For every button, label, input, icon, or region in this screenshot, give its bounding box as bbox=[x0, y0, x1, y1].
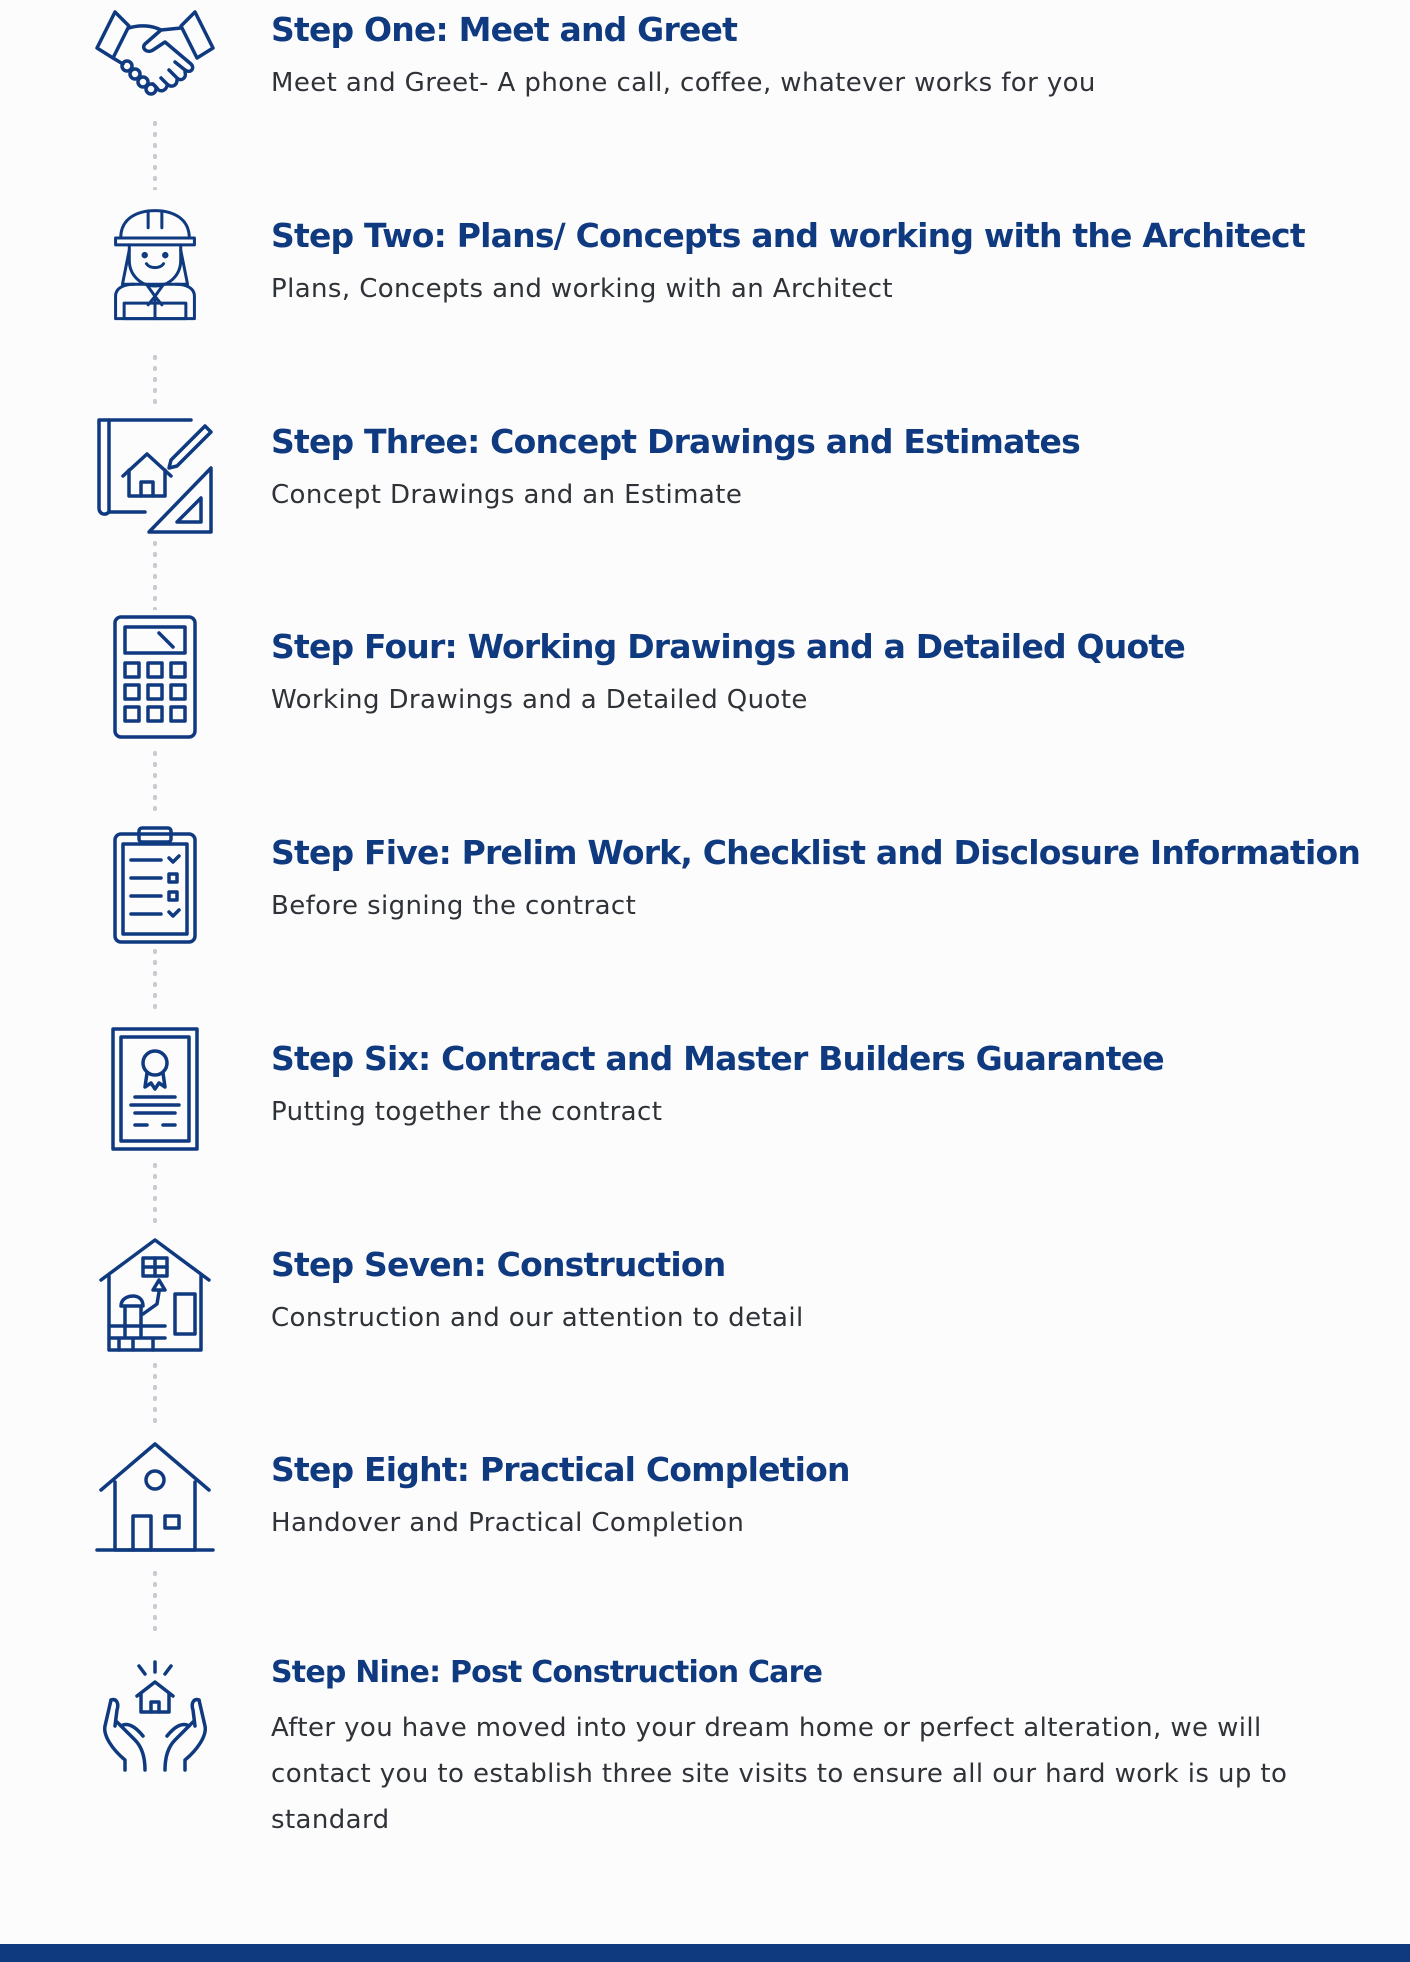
construction-icon bbox=[95, 1234, 215, 1354]
step-description: Meet and Greet- A phone call, coffee, whatever works for you bbox=[271, 68, 1096, 98]
timeline-connector bbox=[153, 748, 157, 814]
step-description: Handover and Practical Completion bbox=[271, 1508, 745, 1538]
step-description: Putting together the contract bbox=[271, 1097, 663, 1127]
step-title: Step Six: Contract and Master Builders Guarantee bbox=[271, 1039, 1164, 1078]
calculator-icon bbox=[95, 617, 215, 737]
step-description: Before signing the contract bbox=[271, 891, 637, 921]
handshake-icon bbox=[95, 0, 215, 120]
house-icon bbox=[95, 1438, 215, 1558]
timeline-connector bbox=[153, 1360, 157, 1428]
architect-icon bbox=[95, 202, 215, 322]
footer-bar bbox=[0, 1944, 1410, 1962]
step-title: Step One: Meet and Greet bbox=[271, 10, 738, 49]
step-title: Step Nine: Post Construction Care bbox=[271, 1655, 823, 1690]
step-description: Concept Drawings and an Estimate bbox=[271, 480, 743, 510]
timeline-connector bbox=[153, 1568, 157, 1634]
timeline-connector bbox=[153, 118, 157, 190]
step-description: After you have moved into your dream home or perfect alteration, we will contact you to establish three site visits to ensure all our hard work is up to standard bbox=[271, 1713, 1288, 1835]
step-description: Construction and our attention to detail bbox=[271, 1303, 804, 1333]
step-description: Working Drawings and a Detailed Quote bbox=[271, 685, 808, 715]
step-title: Step Two: Plans/ Concepts and working with the Architect bbox=[271, 216, 1305, 255]
timeline-connector bbox=[153, 1160, 157, 1224]
home-care-icon bbox=[95, 1652, 215, 1772]
timeline-connector bbox=[153, 352, 157, 404]
certificate-icon bbox=[95, 1029, 215, 1149]
step-title: Step Eight: Practical Completion bbox=[271, 1450, 850, 1489]
step-title: Step Seven: Construction bbox=[271, 1245, 726, 1284]
step-title: Step Four: Working Drawings and a Detailed Quote bbox=[271, 627, 1185, 666]
blueprint-icon bbox=[95, 412, 215, 532]
step-title: Step Five: Prelim Work, Checklist and Disclosure Information bbox=[271, 833, 1361, 872]
step-title: Step Three: Concept Drawings and Estimates bbox=[271, 422, 1080, 461]
timeline-connector bbox=[153, 538, 157, 610]
checklist-icon bbox=[95, 826, 215, 946]
timeline-connector bbox=[153, 946, 157, 1012]
step-description: Plans, Concepts and working with an Architect bbox=[271, 274, 893, 304]
